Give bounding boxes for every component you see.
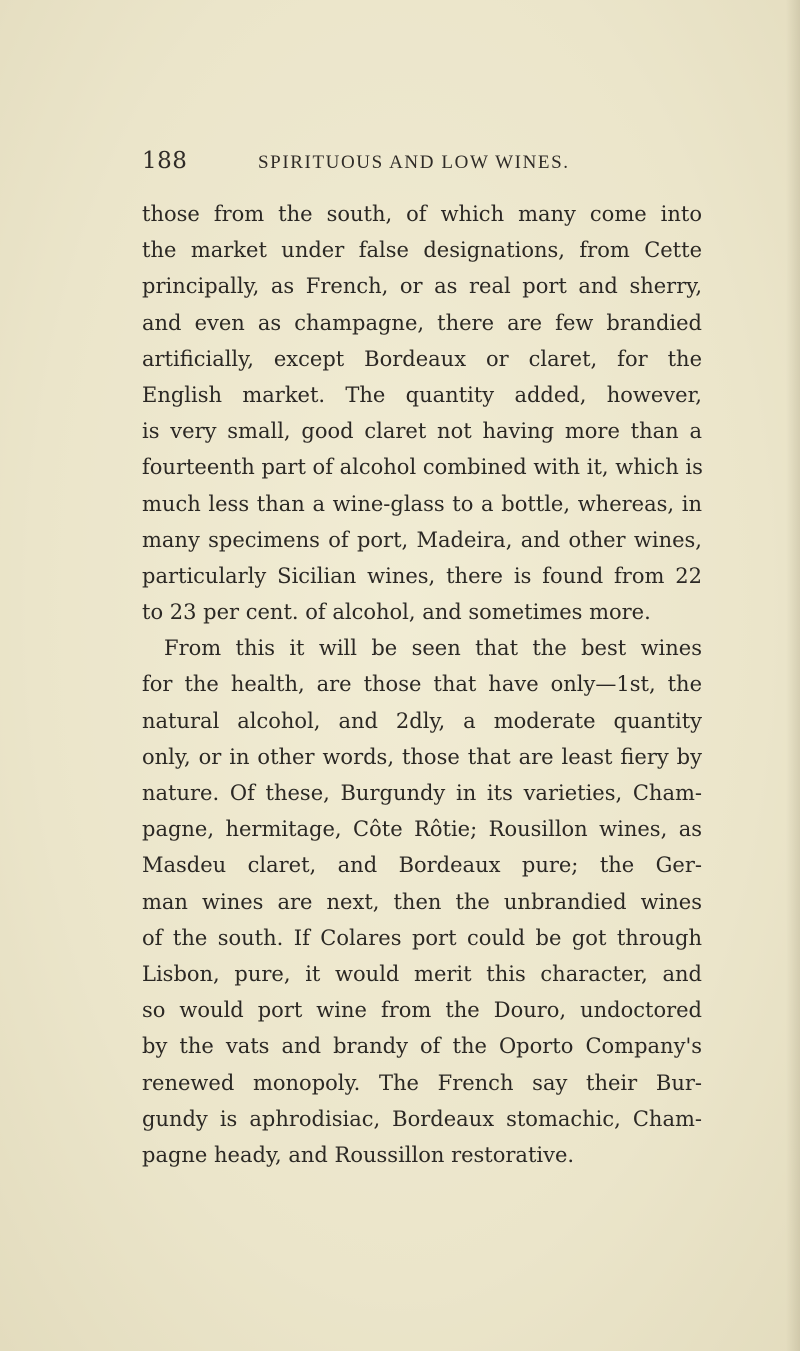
text-line: renewed monopoly. The French say their Bur- bbox=[142, 1070, 702, 1095]
text-line: only, or in other words, those that are least fiery by bbox=[142, 744, 702, 769]
text-line: artificially, except Bordeaux or claret, for the bbox=[142, 346, 702, 371]
text-line: many specimens of port, Madeira, and other wines, bbox=[142, 527, 702, 552]
text-line: Masdeu claret, and Bordeaux pure; the Ger- bbox=[142, 853, 702, 878]
text-line: by the vats and brandy of the Oporto Company's bbox=[142, 1034, 702, 1059]
paragraph-start-line: From this it will be seen that the best wines bbox=[164, 636, 702, 661]
text-line: principally, as French, or as real port and sherry, bbox=[142, 274, 702, 299]
text-line: particularly Sicilian wines, there is found from 22 bbox=[142, 563, 702, 588]
text-line: pagne heady, and Roussillon restorative. bbox=[142, 1142, 575, 1167]
text-line: those from the south, of which many come into bbox=[142, 202, 702, 226]
body-text bbox=[142, 196, 702, 1173]
text-line: much less than a wine-glass to a bottle, whereas, in bbox=[142, 491, 702, 516]
text-line: of the south. If Colares port could be got through bbox=[142, 925, 702, 950]
text-line: fourteenth part of alcohol combined with it, which is bbox=[142, 455, 703, 480]
text-line: so would port wine from the Douro, undoctored bbox=[142, 998, 702, 1023]
page-header bbox=[142, 148, 702, 178]
text-line: and even as champagne, there are few brandied bbox=[142, 310, 702, 335]
running-head: SPIRITUOUS AND LOW WINES. bbox=[258, 152, 570, 173]
page-number: 188 bbox=[142, 148, 188, 174]
text-line: for the health, are those that have only—1st, the bbox=[142, 672, 702, 697]
text-line: to 23 per cent. of alcohol, and sometimes more. bbox=[142, 600, 651, 625]
text-line: nature. Of these, Burgundy in its varieties, Cham- bbox=[142, 781, 702, 805]
text-line: English market. The quantity added, however, bbox=[142, 382, 702, 407]
text-line: pagne, hermitage, Côte Rôtie; Rousillon wines, as bbox=[142, 817, 702, 842]
text-line: Lisbon, pure, it would merit this character, and bbox=[142, 961, 702, 986]
text-line: gundy is aphrodisiac, Bordeaux stomachic, Cham- bbox=[142, 1106, 702, 1131]
text-line: natural alcohol, and 2dly, a moderate quantity bbox=[142, 708, 702, 733]
page-edge-shadow bbox=[786, 0, 800, 1351]
text-line: is very small, good claret not having more than a bbox=[142, 419, 702, 444]
text-line: man wines are next, then the unbrandied wines bbox=[142, 889, 702, 914]
text-line: the market under false designations, from Cette bbox=[142, 238, 702, 263]
